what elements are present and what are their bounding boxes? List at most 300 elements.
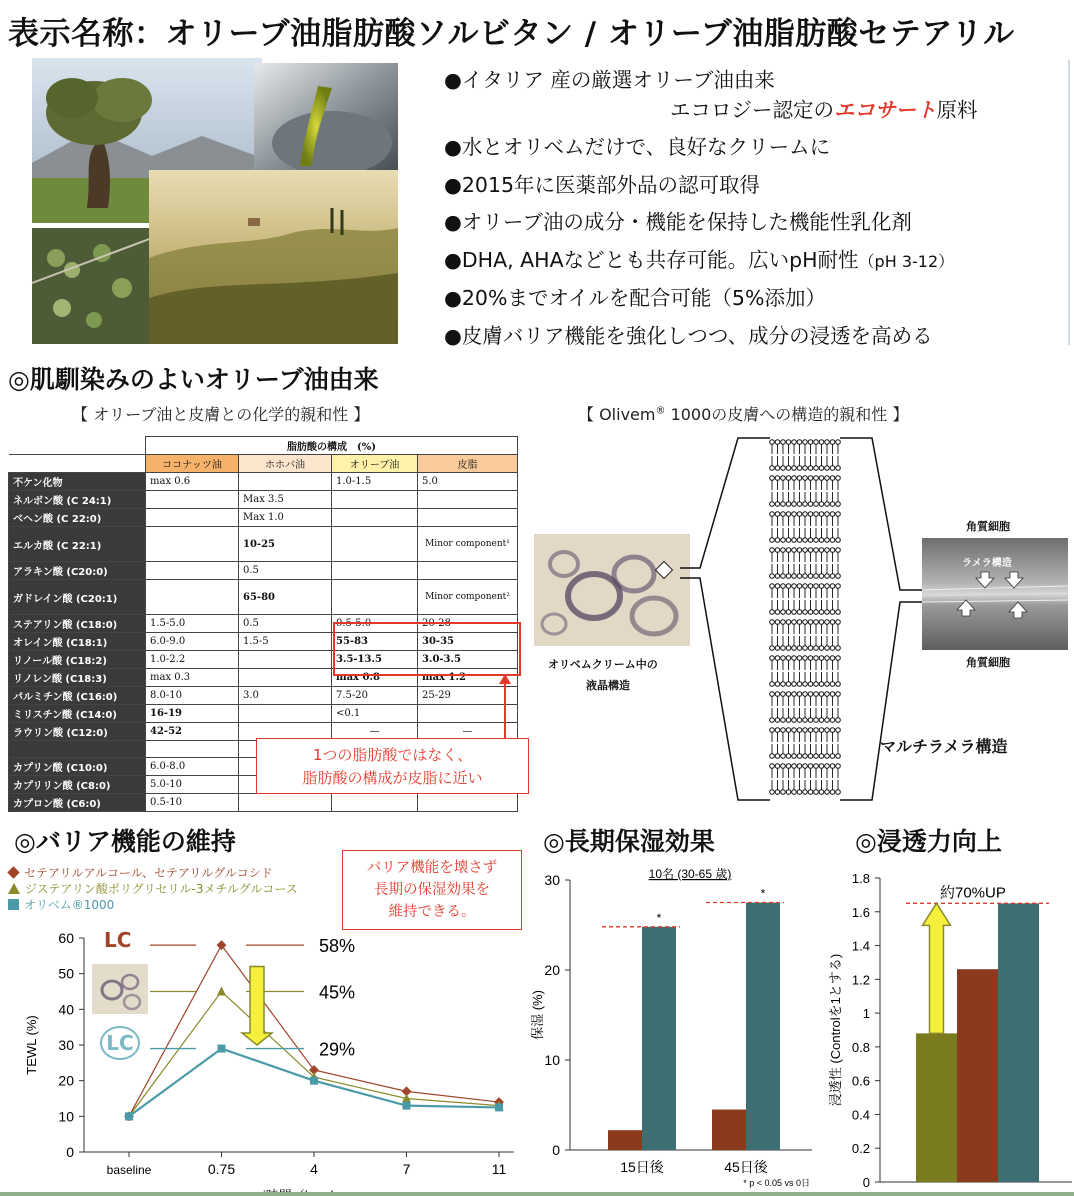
- table-row: [9, 562, 518, 580]
- lipid-head: [775, 538, 780, 543]
- section-heading-penetration: ◎浸透力向上: [855, 827, 1002, 856]
- x-tick-label: baseline: [106, 1163, 152, 1177]
- table-cell: 5.0: [418, 473, 518, 491]
- lipid-head: [775, 728, 780, 733]
- lipid-head: [836, 610, 841, 615]
- table-row-header: ステアリン酸 (C18:0): [9, 615, 146, 633]
- bullet-cream: ●水とオリベムだけで、良好なクリームに: [444, 135, 831, 159]
- lipid-head: [797, 754, 802, 759]
- lipid-head: [792, 692, 797, 697]
- lipid-head: [775, 718, 780, 723]
- lipid-head: [781, 620, 786, 625]
- lipid-head: [825, 620, 830, 625]
- table-cell: max 1.2: [418, 669, 518, 687]
- table-cell: [239, 473, 332, 491]
- lipid-head: [819, 610, 824, 615]
- legend-label-2: ジステアリン酸ポリグリセリル-3メチルグルコース: [25, 881, 298, 896]
- lipid-head: [825, 764, 830, 769]
- caption-structural-pre: 【 Olivem: [578, 405, 656, 424]
- lipid-head: [770, 718, 775, 723]
- lipid-head: [836, 620, 841, 625]
- table-cell: [332, 509, 418, 527]
- lipid-head: [825, 754, 830, 759]
- legend-label-1: セテアリルアルコール、セテアリルグルコシド: [24, 865, 273, 880]
- lipid-head: [770, 548, 775, 553]
- lipid-head: [819, 718, 824, 723]
- lipid-head: [830, 476, 835, 481]
- table-cell: Max 1.0: [239, 509, 332, 527]
- lipid-head: [786, 620, 791, 625]
- table-cell: Minor component²: [418, 580, 518, 615]
- lipid-head: [803, 502, 808, 507]
- lipid-head: [781, 790, 786, 795]
- table-column-header: ホホバ油: [239, 455, 332, 473]
- table-corner-2: [9, 455, 146, 473]
- lipid-head: [775, 620, 780, 625]
- lipid-head: [819, 548, 824, 553]
- lipid-head: [792, 574, 797, 579]
- lipid-head: [808, 548, 813, 553]
- percent-annotation: 45%: [319, 982, 356, 1003]
- photo-collage: [32, 58, 398, 344]
- caption-chemical-affinity: 【 オリーブ油と皮膚との化学的親和性 】: [72, 405, 370, 424]
- bar: [998, 903, 1039, 1182]
- lipid-head: [775, 502, 780, 507]
- table-cell: 16-19: [146, 705, 239, 723]
- moisture-bar-chart: [522, 858, 822, 1190]
- lipid-head: [770, 754, 775, 759]
- table-cell: [332, 562, 418, 580]
- lipid-head: [836, 682, 841, 687]
- lipid-head: [819, 512, 824, 517]
- lipid-head: [775, 548, 780, 553]
- lipid-head: [814, 682, 819, 687]
- table-cell: max 0.6: [146, 473, 239, 491]
- y-tick-label: 1.6: [851, 904, 870, 920]
- lipid-head: [792, 476, 797, 481]
- skin-label-bottom: 角質細胞: [966, 656, 1010, 669]
- bullet-origin: ●イタリア 産の厳選オリーブ油由来: [444, 68, 775, 92]
- lipid-head: [770, 646, 775, 651]
- page-title: 表示名称：オリーブ油脂肪酸ソルビタン / オリーブ油脂肪酸セテアリル: [8, 16, 1015, 52]
- table-cell: max 0.8: [332, 669, 418, 687]
- x-tick-label: 7: [402, 1161, 411, 1177]
- lipid-head: [836, 502, 841, 507]
- table-row-header: カプリリン酸 (C8:0): [9, 776, 146, 794]
- lipid-head: [803, 790, 808, 795]
- table-row-header: ミリスチン酸 (C14:0): [9, 705, 146, 723]
- lipid-head: [814, 512, 819, 517]
- lipid-head: [808, 754, 813, 759]
- lipid-head: [797, 682, 802, 687]
- lipid-head: [770, 764, 775, 769]
- y-axis-label: TEWL (%): [24, 1015, 39, 1075]
- lc-thumbnail: [92, 964, 148, 1014]
- lipid-head: [808, 574, 813, 579]
- lipid-head: [803, 440, 808, 445]
- lipid-head: [830, 548, 835, 553]
- lipid-head: [814, 584, 819, 589]
- bottom-divider: [0, 1192, 1074, 1196]
- table-group-header: 脂肪酸の構成 (%): [146, 437, 518, 455]
- lipid-head: [792, 718, 797, 723]
- y-tick-label: 20: [544, 962, 560, 978]
- lipid-head: [775, 646, 780, 651]
- table-cell: 5.0-10: [146, 776, 239, 794]
- lipid-head: [797, 646, 802, 651]
- lipid-head: [803, 646, 808, 651]
- table-row-header: エルカ酸 (C 22:1): [9, 527, 146, 562]
- lipid-head: [770, 512, 775, 517]
- lipid-head: [770, 476, 775, 481]
- table-cell: 1.0-1.5: [332, 473, 418, 491]
- table-row-header: パルミチン酸 (C16:0): [9, 687, 146, 705]
- footnote: * p < 0.05 vs 0日: [743, 1178, 810, 1188]
- lipid-head: [808, 790, 813, 795]
- lipid-head: [786, 574, 791, 579]
- callout-line-1: 1つの脂肪酸ではなく、: [312, 746, 473, 764]
- lipid-head: [803, 512, 808, 517]
- barrier-note-line-3: 維持できる。: [388, 904, 476, 920]
- lipid-head: [825, 548, 830, 553]
- lipid-head: [770, 656, 775, 661]
- lipid-head: [786, 656, 791, 661]
- table-cell: 25-29: [418, 687, 518, 705]
- lipid-head: [819, 466, 824, 471]
- lipid-head: [797, 538, 802, 543]
- caption-structural-post: 1000の皮膚への構造的親和性 】: [665, 405, 909, 424]
- table-cell: 20-28: [418, 615, 518, 633]
- y-axis-label: 浸透性 (Controlを1とする): [828, 953, 843, 1107]
- table-cell: [239, 651, 332, 669]
- table-row-header: ガドレイン酸 (C20:1): [9, 580, 146, 615]
- table-row: [9, 794, 518, 812]
- lipid-head: [836, 512, 841, 517]
- table-row-header: アラキン酸 (C20:0): [9, 562, 146, 580]
- lipid-head: [792, 440, 797, 445]
- lipid-head: [775, 764, 780, 769]
- lipid-head: [814, 620, 819, 625]
- lipid-head: [803, 656, 808, 661]
- lipid-head: [803, 574, 808, 579]
- table-cell: max 0.3: [146, 669, 239, 687]
- lipid-head: [803, 466, 808, 471]
- table-cell: 65-80: [239, 580, 332, 615]
- tewl-line-chart: [14, 920, 534, 1192]
- lipid-head: [830, 692, 835, 697]
- lipid-head: [781, 512, 786, 517]
- lipid-head: [786, 728, 791, 733]
- lipid-head: [786, 754, 791, 759]
- lipid-head: [781, 692, 786, 697]
- square-marker-icon: [8, 899, 19, 910]
- table-row-header: ネルボン酸 (C 24:1): [9, 491, 146, 509]
- lipid-head: [830, 790, 835, 795]
- lipid-head: [808, 584, 813, 589]
- lipid-head: [797, 692, 802, 697]
- table-callout: [256, 738, 529, 794]
- skin-micrograph: [922, 538, 1068, 650]
- lipid-head: [792, 656, 797, 661]
- lipid-head: [781, 754, 786, 759]
- lipid-head: [825, 476, 830, 481]
- lipid-head: [786, 548, 791, 553]
- lipid-head: [836, 646, 841, 651]
- lipid-head: [814, 610, 819, 615]
- lipid-head: [808, 610, 813, 615]
- lipid-head: [792, 548, 797, 553]
- y-tick-label: 40: [58, 1001, 74, 1018]
- lipid-head: [781, 610, 786, 615]
- table-cell: [418, 509, 518, 527]
- x-tick-label: 0.75: [207, 1161, 236, 1177]
- micrograph-image: [534, 534, 690, 646]
- diamond-marker-icon: [7, 866, 19, 878]
- bilayer-stack: [770, 440, 841, 795]
- lipid-head: [770, 790, 775, 795]
- table-cell: 7.5-20: [332, 687, 418, 705]
- lipid-head: [792, 790, 797, 795]
- lc-thumbnail-image: [92, 964, 148, 1014]
- olive-photo-collage: [32, 58, 398, 344]
- lipid-head: [819, 476, 824, 481]
- lipid-head: [786, 538, 791, 543]
- table-cell: [332, 794, 418, 812]
- lipid-head: [808, 502, 813, 507]
- table-row: [9, 509, 518, 527]
- lipid-head: [819, 440, 824, 445]
- data-point: [310, 1077, 318, 1085]
- lipid-head: [770, 620, 775, 625]
- table-column-header: オリーブ油: [332, 455, 418, 473]
- lipid-head: [775, 656, 780, 661]
- lc-label-upper: LC: [104, 928, 132, 952]
- lipid-head: [797, 440, 802, 445]
- lipid-head: [830, 754, 835, 759]
- lipid-head: [819, 682, 824, 687]
- callout-line-2: 脂肪酸の構成が皮脂に近い: [302, 769, 483, 787]
- lipid-head: [836, 728, 841, 733]
- skin-label-top: 角質細胞: [966, 520, 1010, 533]
- lipid-head: [830, 584, 835, 589]
- table-cell: Max 3.5: [239, 491, 332, 509]
- table-column-header-row: [9, 455, 518, 473]
- lipid-head: [803, 620, 808, 625]
- lipid-head: [786, 764, 791, 769]
- lipid-head: [814, 764, 819, 769]
- bar: [957, 969, 998, 1182]
- lipid-head: [792, 512, 797, 517]
- lipid-head: [825, 538, 830, 543]
- lipid-head: [825, 502, 830, 507]
- y-tick-label: 0.4: [851, 1107, 870, 1123]
- legend-label-3: オリベム®1000: [24, 897, 115, 912]
- lipid-head: [825, 584, 830, 589]
- lipid-head: [808, 466, 813, 471]
- bullet-ph: [444, 242, 1064, 281]
- lipid-head: [775, 754, 780, 759]
- lipid-head: [836, 656, 841, 661]
- penetration-bar-chart: [822, 858, 1074, 1190]
- lipid-head: [775, 466, 780, 471]
- lipid-head: [797, 764, 802, 769]
- table-cell: 6.0-9.0: [146, 633, 239, 651]
- table-cell: 1.5-5.0: [146, 615, 239, 633]
- lipid-head: [786, 476, 791, 481]
- lipid-head: [797, 574, 802, 579]
- lipid-head: [803, 692, 808, 697]
- registered-mark: ®: [655, 405, 666, 417]
- right-divider: [1068, 60, 1070, 345]
- table-row-header: ラウリン酸 (C12:0): [9, 723, 146, 741]
- y-tick-label: 50: [58, 965, 74, 982]
- lipid-head: [836, 538, 841, 543]
- table-cell: [146, 491, 239, 509]
- lipid-head: [797, 584, 802, 589]
- lipid-head: [803, 682, 808, 687]
- table-cell: 3.0-3.5: [418, 651, 518, 669]
- table-cell: 30-35: [418, 633, 518, 651]
- percent-annotation: 58%: [319, 936, 356, 957]
- table-row: [9, 491, 518, 509]
- lamella-label: ラメラ構造: [962, 558, 1012, 569]
- lipid-head: [775, 512, 780, 517]
- lipid-head: [792, 538, 797, 543]
- table-cell: 3.0: [239, 687, 332, 705]
- lipid-head: [803, 610, 808, 615]
- table-cell: [332, 491, 418, 509]
- lipid-head: [836, 574, 841, 579]
- lipid-head: [792, 682, 797, 687]
- table-cell: 42-52: [146, 723, 239, 741]
- bullet-barrier: ●皮膚バリア機能を強化しつつ、成分の浸透を高める: [444, 323, 933, 348]
- table-cell: 1.5-5: [239, 633, 332, 651]
- table-cell: 10-25: [239, 527, 332, 562]
- lipid-head: [814, 548, 819, 553]
- lipid-head: [792, 728, 797, 733]
- lipid-head: [770, 574, 775, 579]
- lipid-head: [830, 682, 835, 687]
- lipid-head: [825, 646, 830, 651]
- lipid-head: [819, 584, 824, 589]
- lipid-head: [775, 476, 780, 481]
- table-cell: 6.0-8.0: [146, 758, 239, 776]
- lipid-head: [819, 656, 824, 661]
- lipid-head: [836, 754, 841, 759]
- lipid-head: [792, 620, 797, 625]
- lipid-head: [786, 682, 791, 687]
- lipid-head: [814, 790, 819, 795]
- lipid-head: [825, 682, 830, 687]
- lipid-head: [825, 718, 830, 723]
- lipid-head: [797, 656, 802, 661]
- table-row-header: カプロン酸 (C6:0): [9, 794, 146, 812]
- x-tick-label: 4: [310, 1161, 318, 1177]
- ecocert-suffix: 原料: [936, 97, 978, 122]
- table-row-header: 不ケン化物: [9, 473, 146, 491]
- table-cell: [146, 562, 239, 580]
- table-cell: [332, 580, 418, 615]
- tewl-legend: [8, 864, 298, 912]
- lipid-head: [781, 656, 786, 661]
- lipid-head: [808, 512, 813, 517]
- lipid-head: [786, 502, 791, 507]
- table-cell: [418, 491, 518, 509]
- lipid-head: [819, 764, 824, 769]
- lipid-head: [819, 754, 824, 759]
- lipid-head: [781, 476, 786, 481]
- legend-item-2: [8, 880, 298, 896]
- lipid-head: [797, 790, 802, 795]
- lipid-head: [825, 728, 830, 733]
- lipid-head: [803, 476, 808, 481]
- lipid-head: [775, 440, 780, 445]
- lipid-head: [825, 692, 830, 697]
- lipid-head: [819, 574, 824, 579]
- lipid-head: [830, 512, 835, 517]
- lipid-head: [797, 548, 802, 553]
- percent-annotation: 29%: [319, 1039, 356, 1060]
- chart-title: 10名 (30-65 歳): [648, 867, 732, 881]
- lipid-head: [770, 466, 775, 471]
- micrograph-label-2: 液晶構造: [586, 679, 630, 692]
- lipid-head: [825, 466, 830, 471]
- section-heading-affinity: ◎肌馴染みのよいオリーブ油由来: [8, 365, 379, 394]
- bar: [916, 1033, 957, 1182]
- lipid-head: [792, 584, 797, 589]
- y-tick-label: 0: [862, 1175, 870, 1190]
- bar: [642, 927, 676, 1150]
- table-cell: [418, 562, 518, 580]
- lipid-head: [819, 646, 824, 651]
- lipid-head: [814, 656, 819, 661]
- lipid-head: [803, 718, 808, 723]
- lipid-head: [792, 764, 797, 769]
- y-tick-label: 0.2: [851, 1141, 870, 1157]
- lc-label-lower: LC: [100, 1026, 140, 1060]
- lipid-head: [781, 466, 786, 471]
- ecocert-prefix: エコロジー認定の: [670, 97, 834, 122]
- lipid-head: [775, 692, 780, 697]
- y-tick-label: 1.2: [851, 972, 870, 988]
- lipid-head: [808, 476, 813, 481]
- table-cell: —: [418, 723, 518, 741]
- table-cell: [146, 741, 239, 758]
- table-column-header: 皮脂: [418, 455, 518, 473]
- lipid-head: [819, 502, 824, 507]
- lipid-head: [825, 790, 830, 795]
- lipid-head: [819, 538, 824, 543]
- bar: [746, 903, 780, 1151]
- y-tick-label: 0.6: [851, 1073, 870, 1089]
- lipid-head: [797, 728, 802, 733]
- x-tick-label: 15日後: [620, 1159, 664, 1175]
- lipid-head: [781, 440, 786, 445]
- bullet-oil: ●20%までオイルを配合可能（5%添加）: [444, 286, 826, 310]
- lipid-head: [797, 718, 802, 723]
- lipid-head: [792, 754, 797, 759]
- y-tick-label: 1.4: [851, 938, 870, 954]
- lipid-head: [808, 538, 813, 543]
- table-cell: 55-83: [332, 633, 418, 651]
- table-row-header: リノール酸 (C18:2): [9, 651, 146, 669]
- lipid-head: [814, 574, 819, 579]
- lipid-head: [808, 646, 813, 651]
- lipid-head: [781, 538, 786, 543]
- lipid-head: [819, 620, 824, 625]
- lipid-head: [814, 502, 819, 507]
- table-cell: [332, 527, 418, 562]
